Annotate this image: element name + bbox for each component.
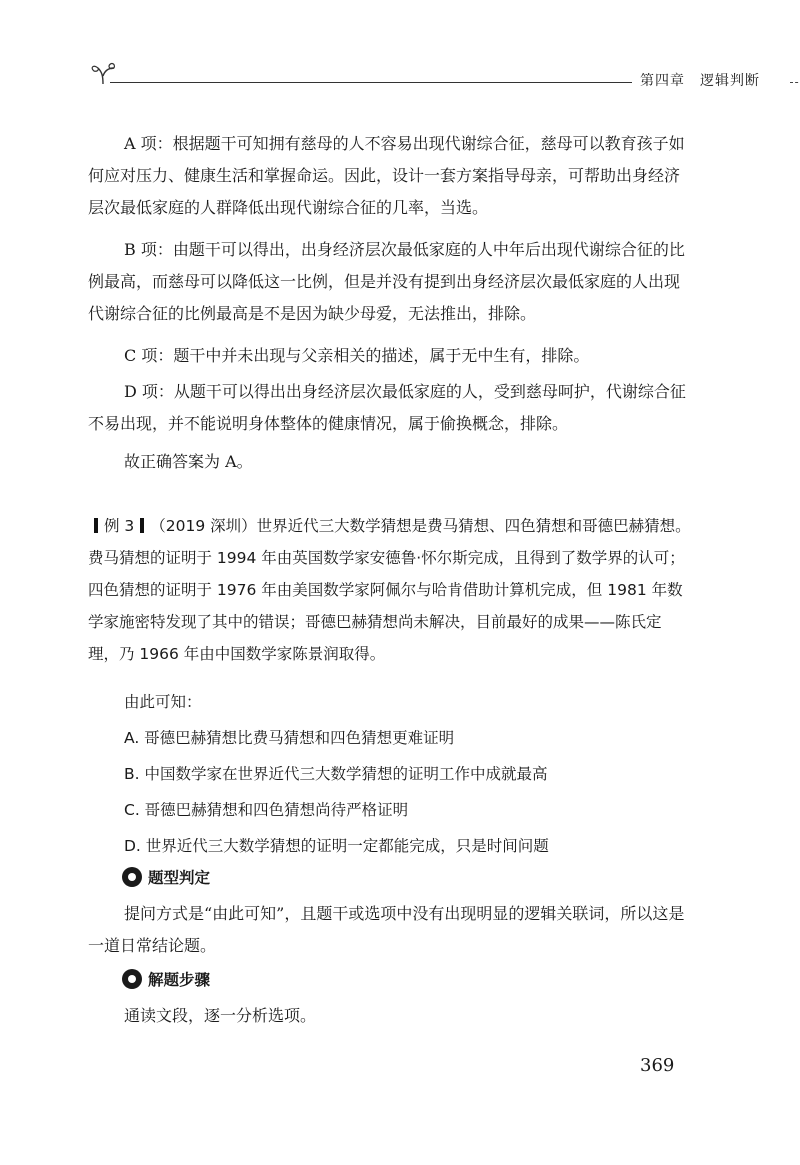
steps-title: 解题步骤	[148, 971, 211, 989]
analysis-option-a: A 项：根据题干可知拥有慈母的人不容易出现代谢综合征，慈母可以教育孩子如何应对压力、健康生活和掌握命运。因此，设计一套方案指导母亲，可帮助出身经济层次最低家庭的人群降低出现代谢综合征的几率，当选。	[88, 134, 685, 217]
type-judge-text: 提问方式是“由此可知”，且题干或选项中没有出现明显的逻辑关联词，所以这是一道日常结论题。	[88, 904, 685, 955]
type-judge-title: 题型判定	[148, 869, 211, 887]
option-c: C. 哥德巴赫猜想和四色猜想尚待严格证明	[124, 801, 409, 819]
chapter-title: 第四章 逻辑判断	[640, 73, 760, 89]
header-rule-left	[110, 82, 632, 83]
analysis-option-c: C 项：题干中并未出现与父亲相关的描述，属于无中生有，排除。	[124, 346, 590, 365]
target-icon	[122, 867, 142, 887]
label-bar-left	[94, 518, 98, 533]
example-stem	[88, 510, 692, 670]
steps-heading	[122, 968, 210, 992]
analysis-option-d: D 项：从题干可以得出出身经济层次最低家庭的人，受到慈母呵护，代谢综合征不易出现，并不能说明身体整体的健康情况，属于偷换概念，排除。	[88, 382, 686, 433]
option-a: A. 哥德巴赫猜想比费马猜想和四色猜想更难证明	[124, 729, 455, 747]
gear-icon	[122, 969, 142, 989]
option-d: D. 世界近代三大数学猜想的证明一定都能完成，只是时间问题	[124, 837, 549, 855]
running-header	[88, 60, 760, 90]
example-label: 例 3	[104, 517, 135, 535]
example-question: 由此可知：	[124, 693, 202, 711]
answer-line: 故正确答案为 A。	[124, 452, 253, 471]
option-b: B. 中国数学家在世界近代三大数学猜想的证明工作中成就最高	[124, 765, 548, 783]
type-judge-heading	[122, 866, 210, 890]
label-bar-right	[140, 518, 144, 533]
steps-text: 通读文段，逐一分析选项。	[124, 1006, 317, 1025]
analysis-option-b: B 项：由题干可以得出，出身经济层次最低家庭的人中年后出现代谢综合征的比例最高，而慈母可以降低这一比例，但是并没有提到出身经济层次最低家庭的人出现代谢综合征的比例最高是不是因为缺少母爱，无法推出，排除。	[88, 240, 685, 323]
example-body: （2019 深圳）世界近代三大数学猜想是费马猜想、四色猜想和哥德巴赫猜想。费马猜想的证明于 1994 年由英国数学家安德鲁·怀尔斯完成，且得到了数学界的认可；四色猜想的证明于 1976 年由美国数学家阿佩尔与哈肯借助计算机完成，但 1981 年数学家施密特发现了其中的错误；哥德巴赫猜想尚未解决，目前最好的成果——陈氏定理，乃 1966 年由中国数学家陈景润取得。	[88, 517, 691, 663]
header-rule-right	[790, 82, 800, 83]
page-number: 369	[640, 1055, 675, 1076]
